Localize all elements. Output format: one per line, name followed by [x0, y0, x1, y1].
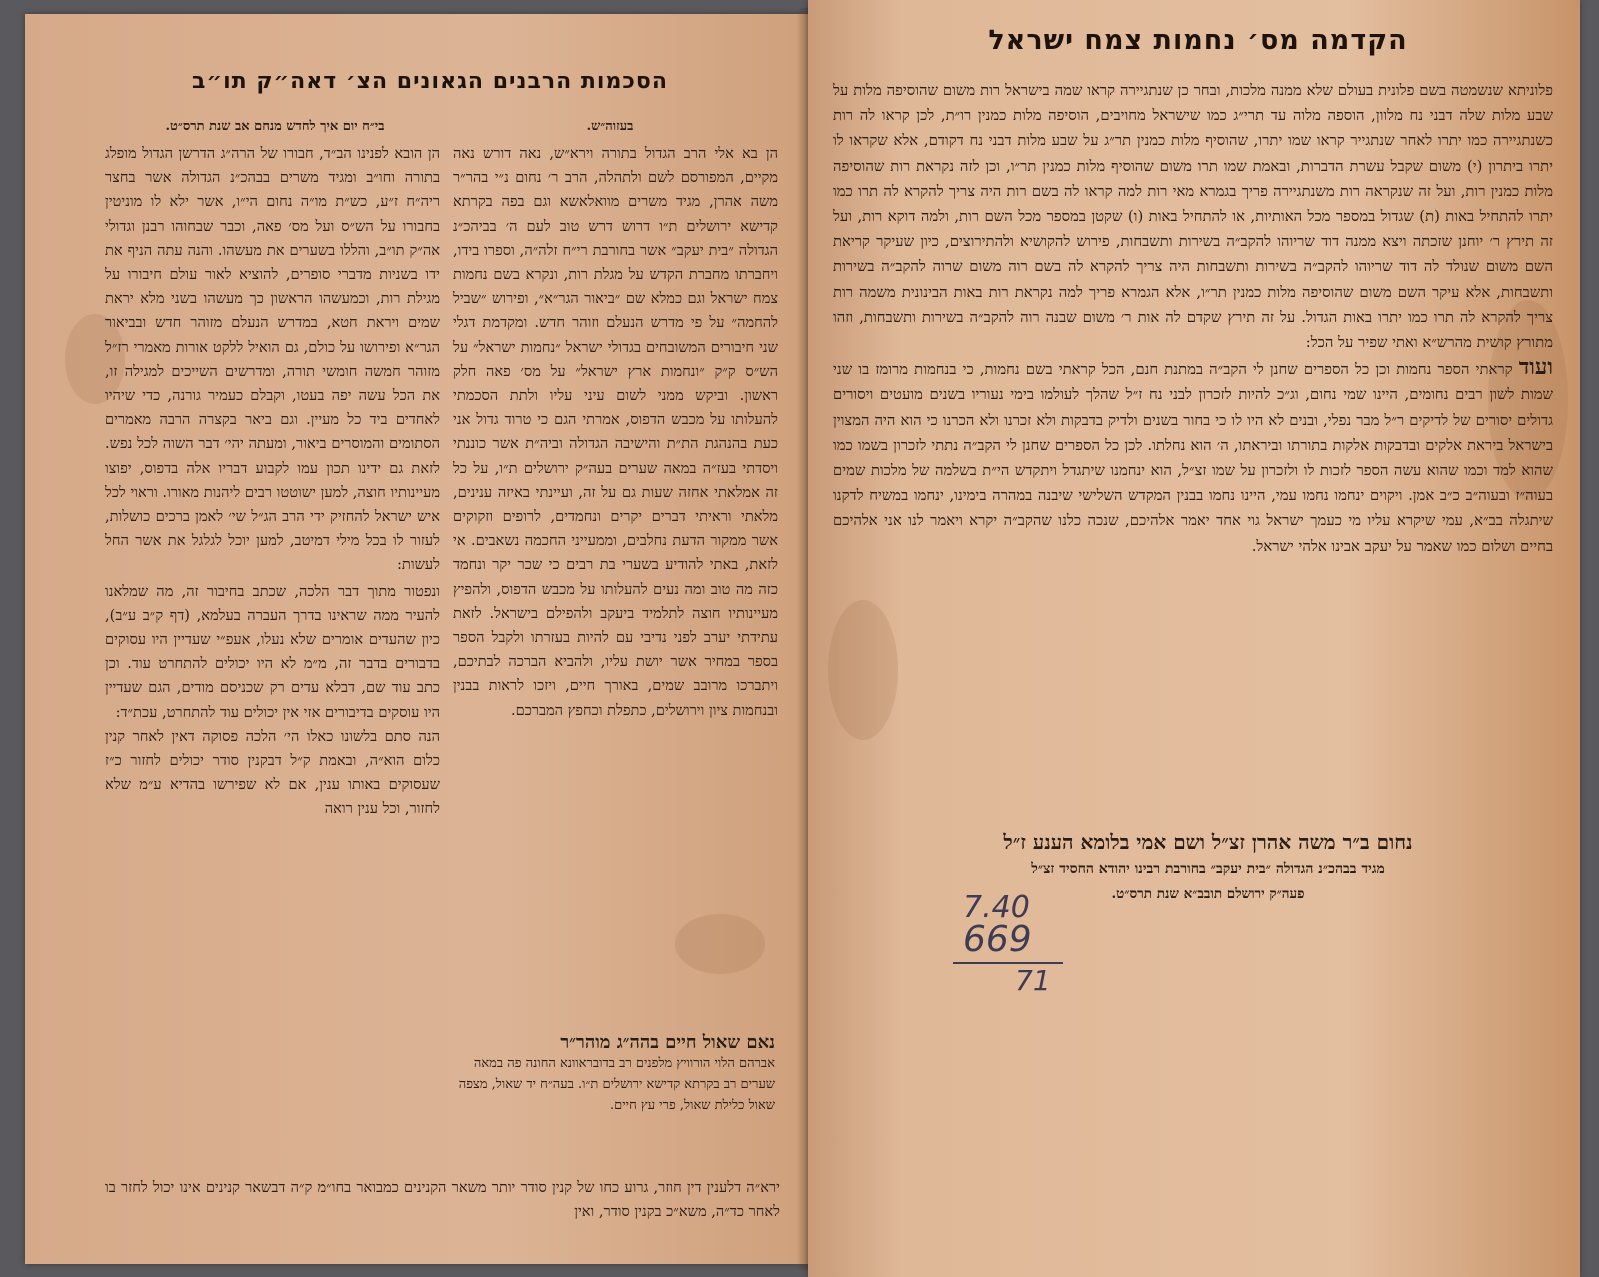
col-a-heading: בעזוה״ש. — [586, 119, 634, 134]
signature-name: נאם שאול חיים בהה״ג מוהר״ר — [560, 1032, 775, 1053]
right-page-title: הקדמה מס׳ נחמות צמח ישראל — [988, 25, 1408, 56]
left-page-footer-text: ירא״ה דלענין דין חוזר, גרוע כחו של קנין סודר יותר משאר הקנינים כמבואר בחו״מ ק״ה דבשאר קנינים אינו יכול לחזר בו לאחר כד״ה, משא״כ בקנין סודר, ואין — [105, 1179, 780, 1221]
pencil-price: 7.40 — [963, 890, 1030, 925]
lead-word: ועוד — [1518, 354, 1553, 381]
col-b-heading: בי״ח יום איך לחדש מנחם אב שנת תרס״ט. — [165, 119, 385, 134]
author-location-date: פעה״ק ירושלם תובב״א שנת תרס״ט. — [1111, 886, 1305, 902]
intro-paragraph: פלוניתא שנשמטה בשם פלונית בעולם שלא ממנה מלכות, ובחר כן שנתגיירה קראו שמה בישראל רות משום שהוסיפה מלות על שבע מלות שלה דבני נח מלוון, הוספה מלוה עד תרי״ג כמו שישראל מחויבים, הוסיפה מלות כמנין רו״ת, לכן קראו לה רות כשנתגיירה כמו יתרו לאחר שנתגייר קראו שמו יתרו, שהוסיף מלות כמנין תר״ג על שבע מלות דבני נח דקודם, אלא שקראו לו יתרו ביתרון (י) משום שקבל עשרת הדברות, ובאמת שמו תרו משום שהוסיף מלות כמנין תר״ו, וכן לזה נקראת רות שהוסיפה מלות כמנין רות, ועל זה שנקראה רות משנתגיירה פריך בגמרא מאי רות למה קראו לה בשם רות היה צריך להקרא לה תרו כמו יתרו להתחיל באות (ת) שגדול במספר מכל האותיות, או להתחיל באות (ו) שקטן במספר מכל השם רות, ולמה דוקא רות, ועל זה תירץ ר׳ יוחנן שזכתה ויצא ממנה דוד שריוהו להקב״ה בשירות ותשבחות, פירוש להקושיא ולהתירוצים, כיון שעיקר קריאת השם משום שנולד לה דוד שריוהו להקב״ה בשירות ותשבחות היה צריך להקרא לה בשם רוה משום שרוה להקב״ה בשירות ותשבחות, אלא עיקר השם משום שהוסיפה מלות כמנין תר״ו, אלא הגמרא פריך למה נקראת רות באות הבינונית משמה רות צריך להקרא לה תרו כמו יתרו באות הגדול. על זה תירץ שקדם לה אות ר׳ משום שבנה רוה להקב״ה בשירות ותשבחות, וזהו מתורץ קושית מהרש״א ואתי שפיר על הכל: — [833, 82, 1553, 352]
haskama-text: הן בא אלי הרב הגדול בתורה וירא״ש, נאה דורש נאה מקיים, המפורסם לשם ולתהלה, הרב ר׳ נחום נ״י בהר״ר משה אהרן, מגיד משרים מוואלאשא וגם בפה בקרתא קדישא ירושלים ת״ו דרוש דרש טוב לעם ה׳ בביהכ״נ הגדולה ״בית יעקב״ אשר בחורבת רי״ח זלה״ה, וספרו בידו, ויחברתו מחברת הקדש על מגלת רות, ונקרא בשם נחמות צמח ישראל וגם כמלא שם ״ביאור הגר״א״, ופירוש ״שביל להחמה״ על פי מדרש הנעלם וזוהר חדש. ומקדמת דגלי שני חיבורים המשובחים בגדולי ישראל ״נחמות ישראל״ על הש״ס ק״ק ״ונחמות ארץ ישראל״ על מס׳ פאה חלק ראשון. וביקש ממני לשום עיני עליו ולתת הסכמתי להעלותו על מכבש הדפוס, אמרתי הגם כי טרוד גדול אני כעת בהנהגת הת״ת והישיבה הגדולה וביה״ת אשר כוננתי ויסדתי בעז״ה במאה שערים בעה״ק ירושלים ת״ו, על כל זה אמלאתי אחזה שעות גם על זה, ועיינתי באיזה ענינים, מלאתי וראיתי דברים יקרים ונחמדים, לרופים וזקוקים אשר ממקור הדעת נחלבים, וממעייני החכמה נשאבים. אי לזאת, באתי להודיע בשערי בת רבים כי שכר יקר ונחמד כזה מה טוב ומה נעים להעלותו על מכבש הדפוס, ולהפיץ מעיינותיו חוצה לתלמיד ביעקב ולהפילם בישראל. לזאת עתידתי יערב לפני נדיבי עם להיות בעזרתו ולקבל הספר בספר במחיר אשר יושת עליו, ולהביא הברכה לבתיכם, ויתברכו מרובב שמים, באורך חיים, ויזכו לראות בבנין ובנחמות ציון וירושלים, כתפלת וכחפץ המברכם. — [453, 145, 778, 719]
pencil-annotation — [963, 890, 1103, 997]
left-page — [25, 14, 810, 1264]
haskama-column-left — [105, 142, 440, 822]
signature-details: אברהם הלוי הורוויץ מלפנים רב בדובראוונא החונה פה במאה שערים רב בקרתא קדישא ירושלים ת״ו. בעה״ח יד שאול, מצפה שאול כלילת שאול, פרי עץ חיים. — [458, 1056, 775, 1113]
author-position: מגיד בבהכ״נ הגדולה ״בית יעקב״ בחורבת רבינו יהודא החסיד זצ״ל — [1031, 861, 1385, 877]
second-paragraph: קראתי הספר נחמות וכן כל הספרים שחנן לי הקב״ה במתנת חנם, הכל קראתי בשם נחמות, כי בנחמות מרומז בו שני שמות לשון רבים נחומים, היינו שמי נחום, וג״כ להיות לזכרון לבני נח ז״ל שהלך לעולמו בימי נעוריו בשנים מועטים ויסורים גדולים יסורים של לדיקים ר״ל מבר נפלי, ובנים לא היו לו כי בחור בשנים ולדיק בדבקות ולא זכרנו ולא הכרנו כי הוא היה המצוין בישראל ביראת אלקים ובדבקות אלקות בתורתו וביראתו, ה׳ הוא נחלתו. לכן כל הספרים שחנן לי הקב״ה נתתי לזכרון בשמו כמו שהוא למד וכמו שהוא עשה הספר לזכות לו ולזכרון על שמו זצ״ל, הוא ינחמנו שיתגדל ויתקדש הי״ת בשלמה של מלכות שמים בעוה״ז ובעוה״ב כ״ב אמן. ויקוים ינחמו נחמו עמי, היינו נחמו בבנין המקדש השלישי שיבנה במהרה בימינו, ינחמו במשיח לדקנו שיתגלה בב״א, עמי שיקרא עליו מי כעמך ישראל גוי אחד יאמר אלהיכם, שנכה כלנו שהקב״ה יקרא ויאמר לנו אני אלהיכם בחיים ושלום כמו שאמר על יעקב אבינו אלהי ישראל. — [833, 361, 1553, 555]
haskama-text-3: ונפטור מתוך דבר הלכה, שכתב בחיבור זה, מה שמלאנו להעיר ממה שראינו בדרך העברה בעלמא, (דף ק״ב ע״ב), כיון שהעדים אומרים שלא נעלו, אעפ״י שעדיין היו עסוקים בדבורים בדבר זה, מ״מ לא היו יכולים להתחרט עוד. וכן כתב עוד שם, דבלא עדים רק שכניסם מודים, הגם שעדיין היו עוסקים בדיבורים אזי אין יכולים עוד להתחרט, עכת״ד: — [105, 582, 440, 721]
haskama-signature — [455, 1032, 775, 1116]
pencil-number-2: 71 — [1015, 964, 1051, 997]
introduction-text — [833, 78, 1553, 559]
haskama-text-4: הנה סתם בלשונו כאלו הי׳ הלכה פסוקה דאין לאחר קנין כלום הוא״ה, ובאמת ק״ל דבקנין סודר יכולים לחזור כ״ז שעסוקים באותו ענין, אם לא שפירשו בהדיא ע״מ שלא לחזור, וכל ענין רואה — [105, 727, 440, 818]
haskama-text-2: הן הובא לפנינו הב״ד, חבורו של הרה״ג הדרשן הגדול מופלג בתורה וחו״ב ומגיד משרים בבהכ״נ הגדולה אשר בחצר ריה״ח ז״ע, כש״ת מו״ה נחום הי״ו, אשר ילא לו מוניטין בחבורו על הש״ס ועל מס׳ פאה, וכבר שבחוהו רבנן וגדולי אה״ק תו״ב, והללו בשערים את מעשהו. והנה עתה הניף את ידו בשניות מדברי סופרים, להוציא לאור עולם חיבורו על מגילת רות, וכמעשהו הראשון כך מעשהו בשני מלא יראת שמים ויראת חטא, במדרש הנעלם מזוהר חדש ובביאור הגר״א ופירושו על כולם, גם הואיל ללקט אורות מאמרי רז״ל מזוהר חמשה חומשי תורה, ומדרשים השייכים למגילה זו, את הכל עשה יפה בעטו, וקבלם כעמיר גורנה, כדי שיהיו לאחדים ביד כל מעיין. וגם ביאר בקצרה הרבה מאמרים הסתומים והמוסרים ביאור, ומעתה יהי׳ דבר השוה לכל נפש. לזאת גם ידינו תכון עמו לקבוע דבריו אלה בדפוס, יפוצו מעיינותיו חוצה, למען ישוטטו רבים ליהנות מאורו. וראוי לכל איש ישראל להחזיק ידי הרב הג״ל שי׳ לאמן ברכים כושלות, לעזור לו בכל מילי דמיטב, למען יוכל לגלגל את אשר החל לעשות: — [105, 145, 440, 574]
left-page-title: הסכמות הרבנים הגאונים הצ׳ דאה״ק תו״ב — [192, 69, 668, 94]
haskama-column-right — [453, 142, 778, 723]
pencil-number: 669 — [963, 919, 1032, 960]
author-name: נחום ב״ר משה אהרן זצ״ל ושם אמי בלומא הענע ז״ל — [1003, 830, 1413, 854]
right-page — [808, 0, 1580, 1277]
